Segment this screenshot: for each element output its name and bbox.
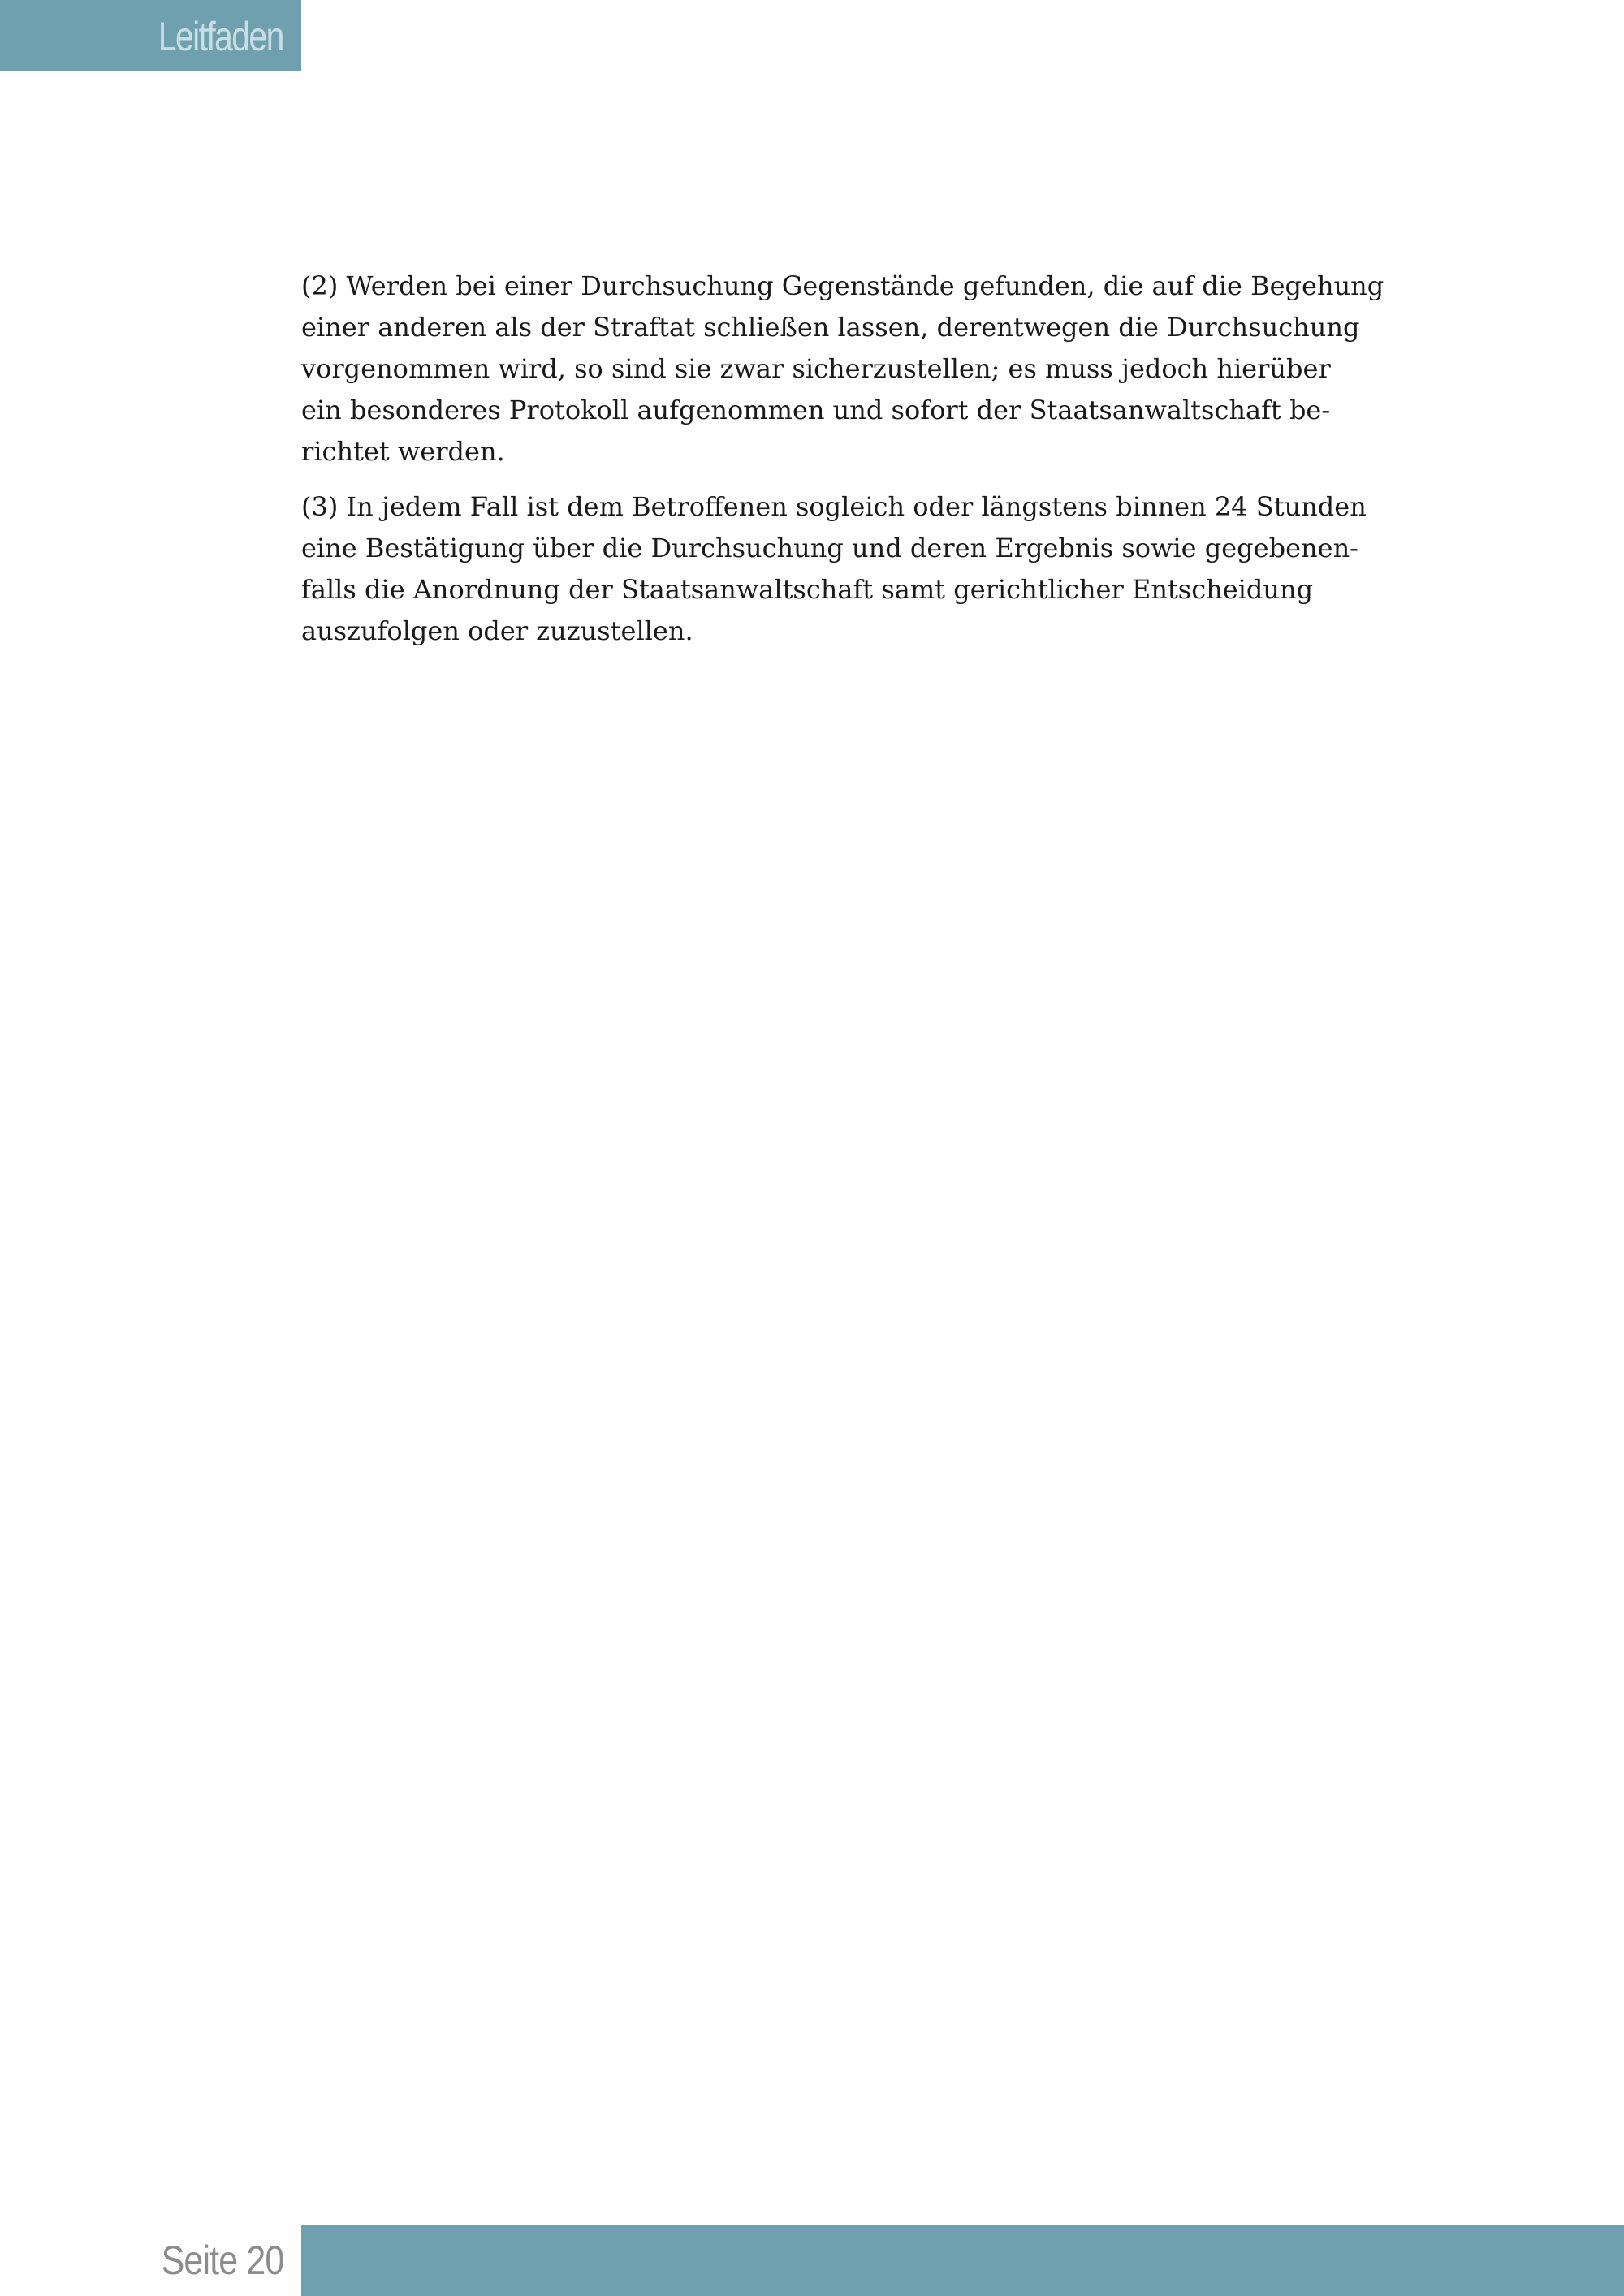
text-line: (3) In jedem Fall ist dem Betroffenen sogleich oder längstens binnen 24 Stunden (301, 491, 1367, 522)
text-line: einer anderen als der Straftat schließen lassen, derentwegen die Durchsuchung (301, 312, 1360, 343)
text-line: falls die Anordnung der Staatsanwaltschaft samt gerichtlicher Entscheidung (301, 574, 1314, 605)
paragraph-3 (301, 486, 1367, 652)
paragraph-2 (301, 265, 1384, 473)
header-band (0, 0, 301, 71)
body-text (301, 265, 1384, 666)
text-line: eine Bestätigung über die Durchsuchung und deren Ergebnis sowie gegebenen- (301, 533, 1358, 563)
header-title: Leitfaden (158, 14, 283, 59)
page-number (0, 2225, 283, 2296)
text-line: ein besonderes Protokoll aufgenommen und sofort der Staatsanwaltschaft be- (301, 395, 1331, 425)
text-line: auszufolgen oder zuzustellen. (301, 615, 693, 646)
text-line: vorgenommen wird, so sind sie zwar sicherzustellen; es muss jedoch hierüber (301, 353, 1331, 384)
text-line: (2) Werden bei einer Durchsuchung Gegenstände gefunden, die auf die Begehung (301, 270, 1384, 301)
page-number-label: Seite 20 (161, 2238, 283, 2283)
text-line: richtet werden. (301, 436, 505, 467)
footer-band (301, 2225, 1624, 2296)
